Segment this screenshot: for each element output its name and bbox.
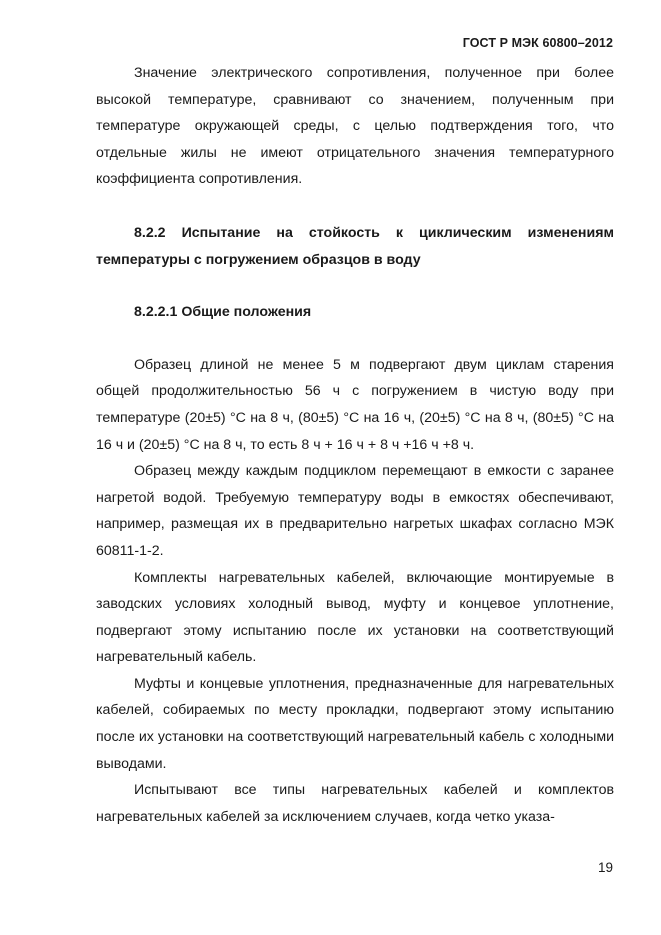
subsection-heading-8-2-2-1: 8.2.2.1 Общие положения <box>134 304 312 321</box>
page-number: 19 <box>597 860 613 875</box>
document-body <box>96 60 614 830</box>
standard-header: ГОСТ Р МЭК 60800–2012 <box>462 36 613 50</box>
paragraph-all-types: Испытывают все типы нагревательных кабелей и комплектов нагревательных кабелей за исключением случаев, когда четко указа- <box>96 782 614 825</box>
paragraph-sample-aging: Образец длиной не менее 5 м подвергают двум циклам старения общей продолжительностью 56 ч с погружением в чистую воду при температуре (20±5) °С на 8 ч, (80±5) °С на 16 ч, (20±5) °С на 8 ч, (80±5) °С на 16 ч и (20±5) °С на 8 ч, то есть 8 ч + 16 ч + 8 ч +16 ч +8 ч. <box>96 356 614 453</box>
section-heading-8-2-2: 8.2.2 Испытание на стойкость к циклическим изменениям температуры с погружением образцов в воду <box>96 224 614 268</box>
paragraph-cable-kits: Комплекты нагревательных кабелей, включающие монтируемые в заводских условиях холодный вывод, муфту и концевое уплотнение, подвергают этому испытанию после их установки на соответствующий нагревательный кабель. <box>96 569 614 666</box>
paragraph-resistance: Значение электрического сопротивления, полученное при более высокой температуре, сравнивают со значением, полученным при температуре окружающей среды, с целью подтверждения того, что отдельные жилы не имеют отрицательного значения температурного коэффициента сопротивления. <box>96 65 614 188</box>
paragraph-joints-seals: Муфты и концевые уплотнения, предназначенные для нагревательных кабелей, собираемых по месту прокладки, подвергают этому испытанию после их установки на соответствующий нагревательный кабель с холодными выводами. <box>96 675 614 772</box>
paragraph-subcycle-transfer: Образец между каждым подциклом перемещают в емкости с заранее нагретой водой. Требуемую температуру воды в емкостях обеспечивают, например, размещая их в предварительно нагретых шкафах согласно МЭК 60811-1-2. <box>96 463 614 559</box>
